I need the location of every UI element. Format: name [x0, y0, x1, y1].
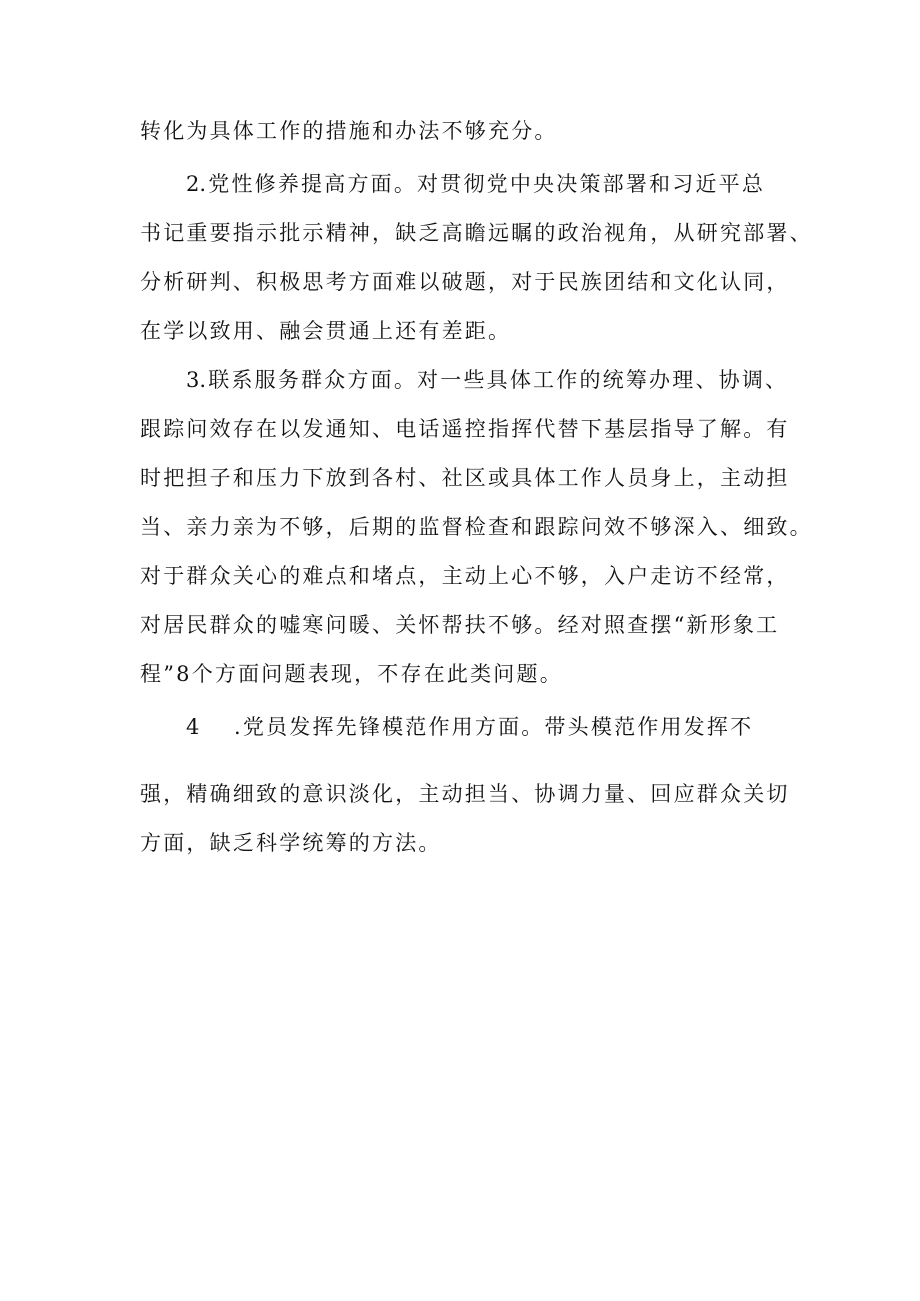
paragraph-3-number: 3 — [186, 368, 200, 392]
paragraph-3-line-5: 对于群众关心的难点和堵点，主动上心不够，入户走访不经常， — [140, 564, 790, 588]
paragraph-2-line-4: 在学以致用、融会贯通上还有差距。 — [140, 319, 512, 343]
paragraph-3-line-4: 当、亲力亲为不够，后期的监督检查和跟踪问效不够深入、细致。 — [140, 515, 813, 539]
paragraph-2-line-1 — [186, 169, 800, 199]
paragraph-3-line-2: 跟踪问效存在以发通知、电话遥控指挥代替下基层指导了解。有 — [140, 417, 790, 441]
paragraph-3-line-3: 时把担子和压力下放到各村、社区或具体工作人员身上，主动担 — [140, 466, 790, 490]
paragraph-4-line-1-text: .党员发挥先锋模范作用方面。带头模范作用发挥不 — [234, 715, 754, 739]
paragraph-4-line-2: 强，精确细致的意识淡化，主动担当、协调力量、回应群众关切 — [140, 782, 790, 806]
paragraph-4-line-3: 方面，缺乏科学统筹的方法。 — [140, 831, 442, 855]
paragraph-3-line-7: 程”8个方面问题表现，不存在此类问题。 — [140, 662, 563, 686]
paragraph-2-line-3: 分析研判、积极思考方面难以破题，对于民族团结和文化认同， — [140, 270, 790, 294]
paragraph-4-number: 4 — [186, 715, 200, 739]
paragraph-3-line-1-text: .联系服务群众方面。对一些具体工作的统筹办理、协调、 — [199, 368, 789, 392]
paragraph-3-line-6: 对居民群众的嘘寒问暖、关怀帮扶不够。经对照查摆“新形象工 — [140, 613, 780, 637]
paragraph-1-line-1: 转化为具体工作的措施和办法不够充分。 — [140, 119, 558, 143]
paragraph-2-line-2: 书记重要指示批示精神，缺乏高瞻远瞩的政治视角，从研究部署、 — [140, 221, 813, 245]
paragraph-2-number: 2 — [186, 172, 200, 196]
paragraph-3-line-1 — [186, 365, 800, 395]
paragraph-2-line-1-text: .党性修养提高方面。对贯彻党中央决策部署和习近平总 — [199, 172, 766, 196]
paragraph-4-line-1 — [186, 712, 800, 742]
